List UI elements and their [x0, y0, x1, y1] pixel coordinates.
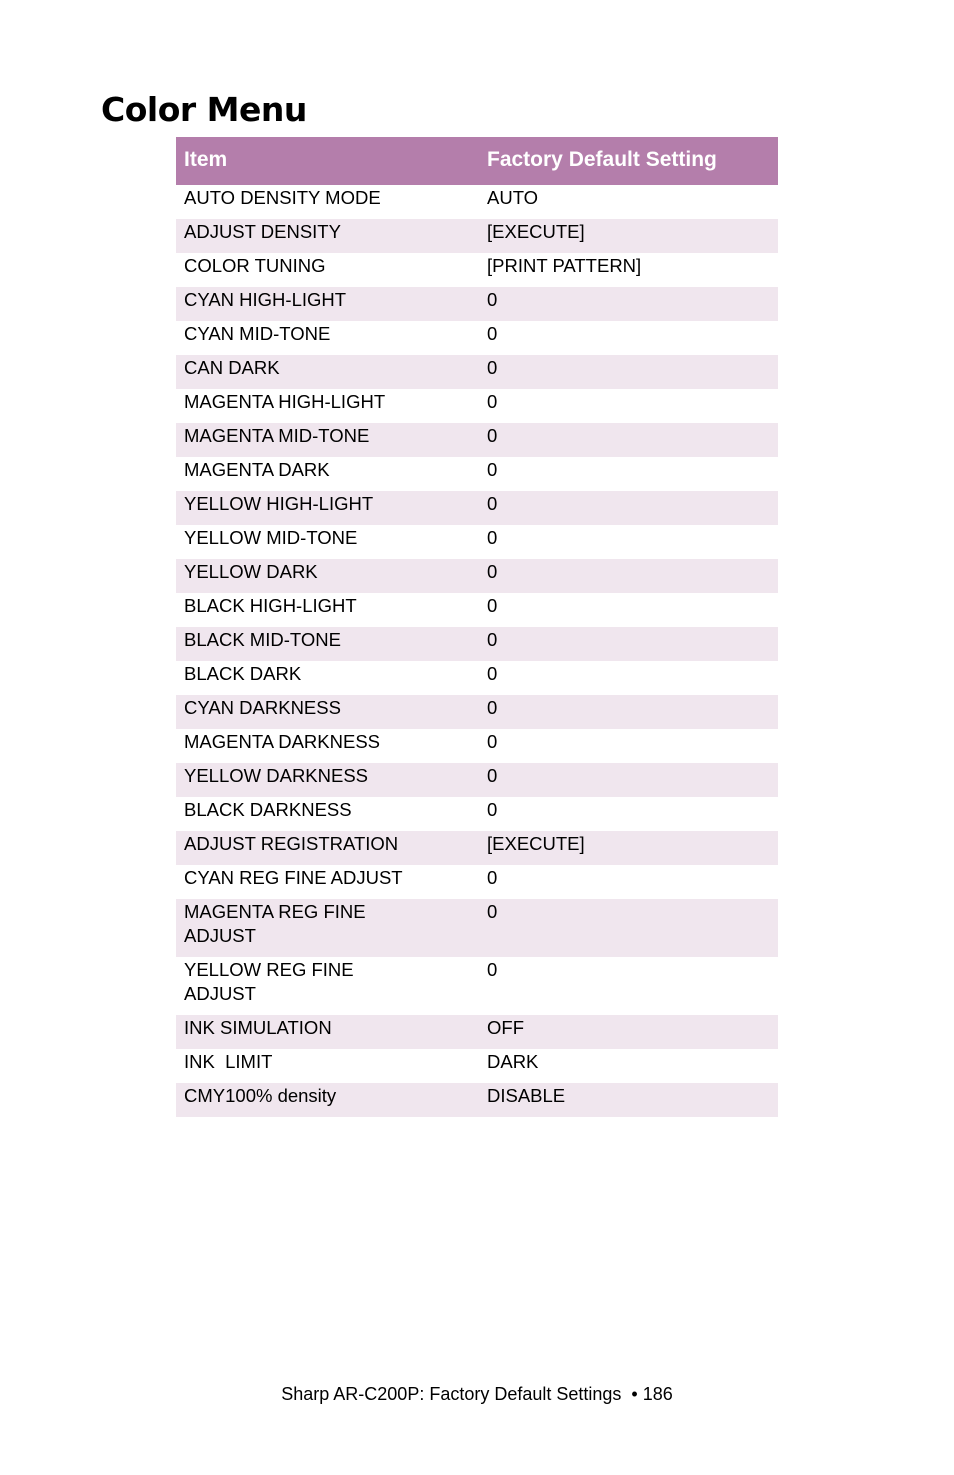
row-value: 0 — [478, 899, 778, 957]
row-value: 0 — [487, 799, 498, 820]
row-item: CYAN MID-TONE — [184, 323, 331, 344]
table-row — [176, 525, 778, 559]
table-row — [176, 423, 778, 457]
row-item: MAGENTA REG FINE ADJUST — [176, 899, 478, 957]
color-menu-table — [176, 137, 778, 1117]
row-value: OFF — [478, 1015, 778, 1049]
row-item: MAGENTA HIGH-LIGHT — [184, 391, 386, 412]
row-item: YELLOW DARK — [176, 559, 478, 593]
row-value: 0 — [487, 867, 498, 888]
row-item: AUTO DENSITY MODE — [184, 187, 381, 208]
table-row — [176, 957, 778, 1015]
row-value: [PRINT PATTERN] — [487, 255, 642, 276]
table-row — [176, 321, 778, 355]
row-value: AUTO — [487, 187, 539, 208]
row-item: BLACK DARKNESS — [184, 799, 352, 820]
row-value: DARK — [487, 1051, 539, 1072]
table-row — [176, 219, 778, 253]
table-row — [176, 763, 778, 797]
row-item: MAGENTA DARK — [184, 459, 330, 480]
row-item: INK SIMULATION — [176, 1015, 478, 1049]
row-value: 0 — [487, 663, 498, 684]
table-row — [176, 559, 778, 593]
table-row — [176, 593, 778, 627]
table-row — [176, 457, 778, 491]
row-item: CAN DARK — [176, 355, 478, 389]
table-row — [176, 865, 778, 899]
table-row — [176, 253, 778, 287]
row-item: YELLOW REG FINE ADJUST — [184, 959, 354, 1004]
row-value: 0 — [478, 627, 778, 661]
row-item: BLACK MID-TONE — [176, 627, 478, 661]
table-row — [176, 695, 778, 729]
row-item: COLOR TUNING — [184, 255, 326, 276]
table-row — [176, 287, 778, 321]
table-row — [176, 1015, 778, 1049]
row-item: CYAN DARKNESS — [176, 695, 478, 729]
row-item: MAGENTA MID-TONE — [176, 423, 478, 457]
row-item: MAGENTA DARKNESS — [184, 731, 381, 752]
row-value: 0 — [487, 391, 498, 412]
row-value: [EXECUTE] — [478, 219, 778, 253]
row-item: YELLOW HIGH-LIGHT — [176, 491, 478, 525]
table-row — [176, 729, 778, 763]
row-item: YELLOW MID-TONE — [184, 527, 358, 548]
row-value: 0 — [478, 763, 778, 797]
row-value: 0 — [478, 423, 778, 457]
row-value: 0 — [487, 595, 498, 616]
row-item: ADJUST REGISTRATION — [176, 831, 478, 865]
row-item: YELLOW DARKNESS — [176, 763, 478, 797]
page-footer: Sharp AR-C200P: Factory Default Settings • 186 — [281, 1384, 673, 1404]
table-row — [176, 1049, 778, 1083]
row-item: INK LIMIT — [184, 1051, 273, 1072]
row-item: CYAN HIGH-LIGHT — [176, 287, 478, 321]
table-row — [176, 491, 778, 525]
row-value: 0 — [478, 491, 778, 525]
column-header-item: Item — [176, 137, 478, 185]
column-header-default: Factory Default Setting — [478, 137, 778, 185]
table-row — [176, 627, 778, 661]
page-title: Color Menu — [101, 90, 307, 129]
table-row — [176, 1083, 778, 1117]
row-value: 0 — [478, 559, 778, 593]
table-row — [176, 185, 778, 219]
table-row — [176, 661, 778, 695]
row-item: CMY100% density — [176, 1083, 478, 1117]
row-value: [EXECUTE] — [478, 831, 778, 865]
row-item: CYAN REG FINE ADJUST — [184, 867, 403, 888]
row-item: ADJUST DENSITY — [176, 219, 478, 253]
row-item: BLACK HIGH-LIGHT — [184, 595, 357, 616]
row-value: 0 — [487, 459, 498, 480]
row-value: 0 — [478, 355, 778, 389]
row-value: 0 — [487, 959, 498, 980]
row-value: 0 — [487, 527, 498, 548]
row-item: BLACK DARK — [184, 663, 302, 684]
row-value: DISABLE — [478, 1083, 778, 1117]
table-row — [176, 355, 778, 389]
table-header-row — [176, 137, 778, 185]
table-row — [176, 389, 778, 423]
row-value: 0 — [487, 731, 498, 752]
table-row — [176, 797, 778, 831]
row-value: 0 — [478, 695, 778, 729]
row-value: 0 — [487, 323, 498, 344]
table-row — [176, 831, 778, 865]
table-row — [176, 899, 778, 957]
row-value: 0 — [478, 287, 778, 321]
